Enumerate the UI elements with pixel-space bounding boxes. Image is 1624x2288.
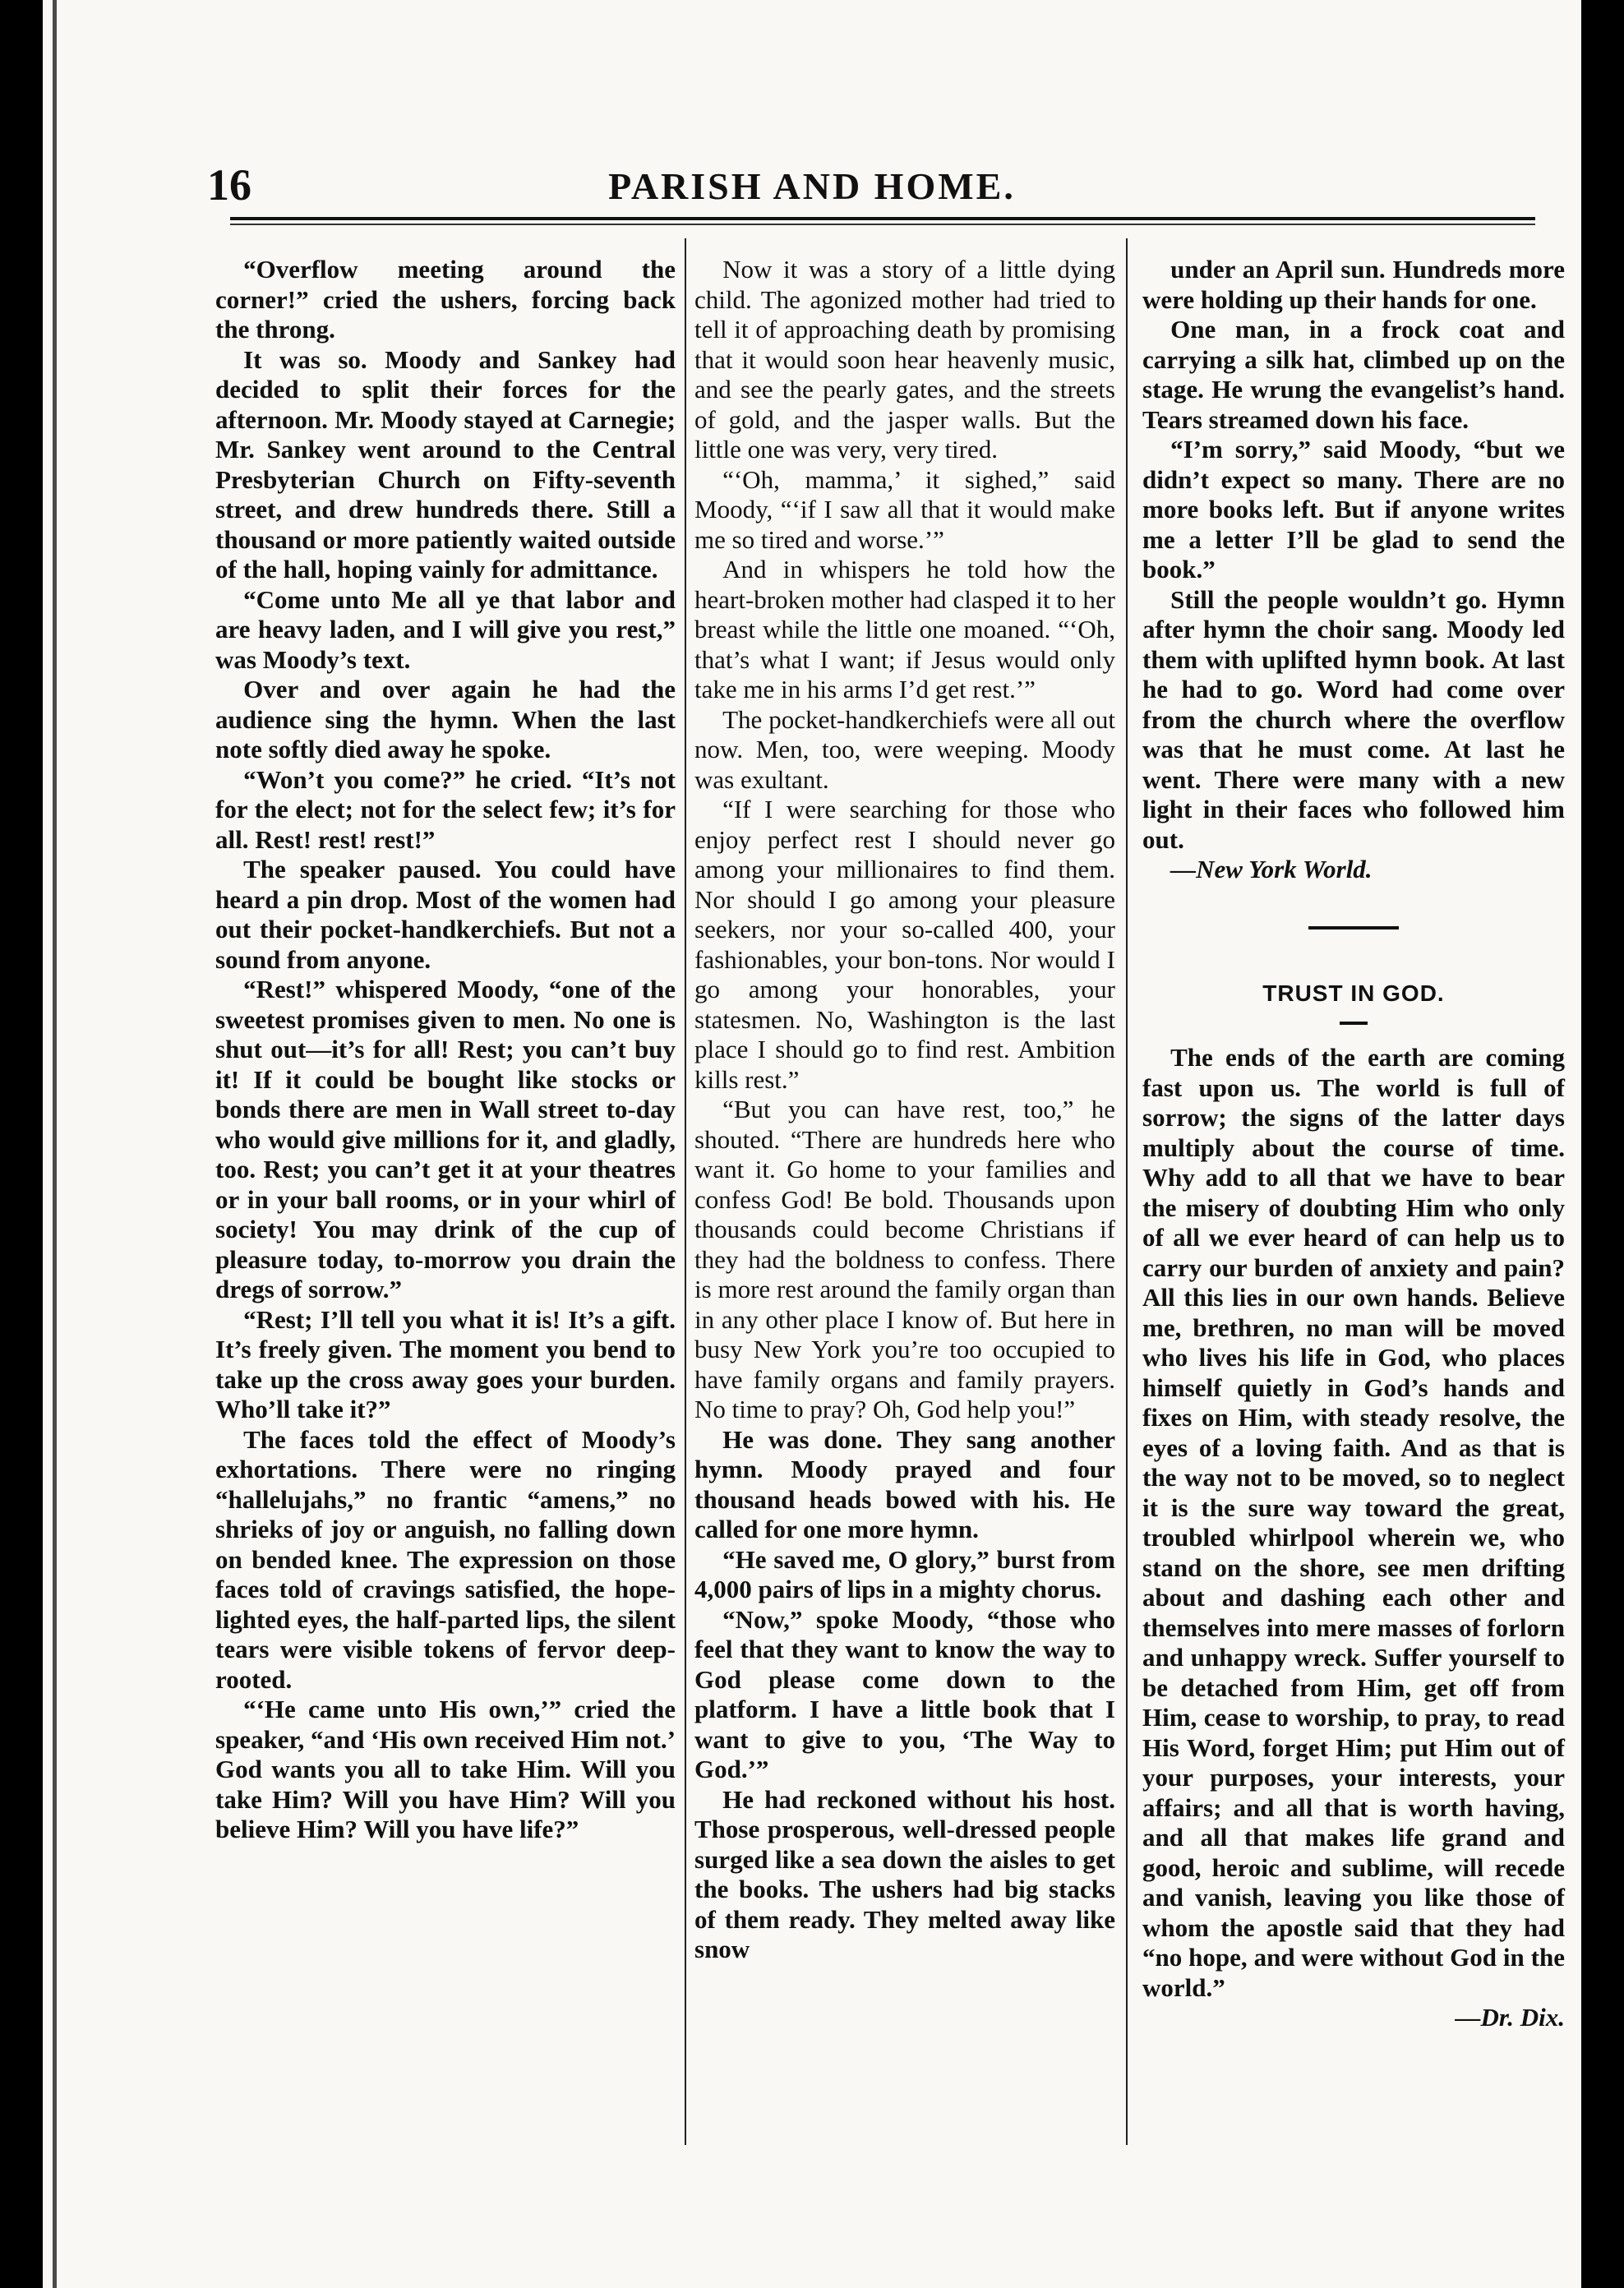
paragraph: “‘He came unto His own,’” cried the speaker, “and ‘His own received Him not.’ God wants you all to take Him. Will you take Him? Will you have Him? Will you believe Him? Will you have life?”: [215, 1695, 676, 1843]
paragraph: “He saved me, O glory,” burst from 4,000 pairs of lips in a mighty chorus.: [694, 1544, 1115, 1603]
binding-edge-line: [53, 0, 57, 2288]
paragraph: “Overflow meeting around the corner!” cried the ushers, forcing back the throng.: [215, 255, 676, 344]
paragraph: “Rest; I’ll tell you what it is! It’s a gift. It’s freely given. The moment you bend to take up the cross away goes your burden. Who’ll take it?”: [215, 1304, 676, 1423]
paragraph: “Won’t you come?” he cried. “It’s not for the elect; not for the select few; it’s for all. Rest! rest! rest!”: [215, 764, 676, 854]
paragraph: “If I were searching for those who enjoy perfect rest I should never go among your millionaires to find them. Nor should I go among your pleasure seekers, nor your so-called 400, your fashionables, your bon-tons. Nor would I go among your honorables, your statesmen. No, Washington is the last place I should go to find rest. Ambition kills rest.”: [694, 795, 1115, 1094]
paragraph: And in whispers he told how the heart-broken mother had clasped it to her breast while the little one moaned. “‘Oh, that’s what I want; if Jesus would only take me in his arms I’d get rest.’”: [694, 555, 1115, 703]
attribution: —Dr. Dix.: [1455, 2003, 1565, 2032]
paragraph: “‘Oh, mamma,’ it sighed,” said Moody, “‘if I saw all that it would make me so tired and worse.’”: [694, 464, 1115, 554]
column-divider: [1126, 238, 1128, 2145]
paragraph: He was done. They sang another hymn. Moody prayed and four thousand heads bowed with his. He called for one more hymn.: [694, 1424, 1115, 1543]
column-2: [694, 255, 1115, 1965]
page: [43, 0, 1581, 2288]
section-separator-rule: [1308, 926, 1399, 930]
header-rule: [230, 217, 1535, 220]
header-rule-thin: [230, 224, 1535, 225]
column-3: [1142, 255, 1565, 2033]
paragraph: It was so. Moody and Sankey had decided to split their forces for the afternoon. Mr. Moody stayed at Carnegie; Mr. Sankey went around to the Central Presbyterian Church on Fifty-seventh street, and drew hundreds there. Still a thousand or more patiently waited outside of the hall, hoping vainly for admittance.: [215, 344, 676, 584]
section-heading: TRUST IN GOD.: [1262, 980, 1445, 1006]
running-head-title: PARISH AND HOME.: [608, 165, 1016, 207]
paragraph: One man, in a frock coat and carrying a silk hat, climbed up on the stage. He wrung the evangelist’s hand. Tears streamed down his face.: [1142, 315, 1565, 434]
paragraph: The speaker paused. You could have heard a pin drop. Most of the women had out their pocket-handkerchiefs. But not a sound from anyone.: [215, 855, 676, 974]
paragraph: The ends of the earth are coming fast upon us. The world is full of sorrow; the signs of the latter days multiply about the course of time. Why add to all that we have to bear the misery of doubting Him who only of all we ever heard of can help us to carry our burden of anxiety and pain? All this lies in our own hands. Believe me, brethren, no man will be moved who lives his life in God, who places himself quietly in God’s hands and fixes on Him, with steady resolve, the eyes of a loving faith. And as that is the way not to be moved, so to neglect it is the sure way toward the great, troubled whirlpool wherein we, who stand on the shore, see men drifting about and dashing each other and themselves into mere masses of forlorn and unhappy wreck. Suffer yourself to be detached from Him, get off from Him, cease to worship, to pray, to read His Word, forget Him; put Him out of your purposes, your interests, your affairs; and all that is worth having, and all that makes life grand and good, heroic and sublime, will recede and vanish, leaving you like those of whom the apostle said that they had “no hope, and were without God in the world.”: [1142, 1043, 1565, 2002]
paragraph: Over and over again he had the audience sing the hymn. When the last note softly died away he spoke.: [215, 675, 676, 763]
column-divider: [685, 238, 686, 2145]
paragraph: Still the people wouldn’t go. Hymn after hymn the choir sang. Moody led them with uplifted hymn book. At last he had to go. Word had come over from the church where the overflow was that he must come. At last he went. There were many with a new light in their faces who followed him out.: [1142, 584, 1565, 854]
paragraph: “Rest!” whispered Moody, “one of the sweetest promises given to men. No one is shut out—it’s for all! Rest; you can’t buy it! If it could be bought like stocks or bonds there are men in Wall street to-day who would give millions for it, and gladly, too. Rest; you can’t get it at your theatres or in your ball rooms, or in your whirl of society! You may drink of the cup of pleasure today, to-morrow you drain the dregs of sorrow.”: [215, 975, 676, 1303]
paragraph: He had reckoned without his host. Those prosperous, well-dressed people surged like a sea down the aisles to get the books. The ushers had big stacks of them ready. They melted away like snow: [694, 1784, 1115, 1963]
attribution: —New York World.: [1170, 855, 1373, 883]
paragraph: “Now,” spoke Moody, “those who feel that they want to know the way to God please come down to the platform. I have a little book that I want to give to you, ‘The Way to God.’”: [694, 1604, 1115, 1783]
paragraph: The pocket-handkerchiefs were all out now. Men, too, were weeping. Moody was exultant.: [694, 704, 1115, 794]
paragraph: under an April sun. Hundreds more were holding up their hands for one.: [1142, 255, 1565, 314]
paragraph: The faces told the effect of Moody’s exhortations. There were no ringing “hallelujahs,” no frantic “amens,” no shrieks of joy or anguish, no falling down on bended knee. The expression on those faces told of cravings satisfied, the hope-lighted eyes, the half-parted lips, the silent tears were visible tokens of fervor deep-rooted.: [215, 1424, 676, 1694]
paragraph: “I’m sorry,” said Moody, “but we didn’t expect so many. There are no more books left. But if anyone writes me a letter I’ll be glad to send the book.”: [1142, 435, 1565, 584]
page-number: 16: [207, 160, 251, 210]
paragraph: “Come unto Me all ye that labor and are heavy laden, and I will give you rest,” was Moody’s text.: [215, 584, 676, 674]
paragraph: “But you can have rest, too,” he shouted. “There are hundreds here who want it. Go home to your families and confess God! Be bold. Thousands upon thousands could become Christians if they had the boldness to confess. There is more rest around the family organ than in any other place I know of. But here in busy New York you’re too occupied to have family organs and family prayers. No time to pray? Oh, God help you!”: [694, 1095, 1115, 1423]
paragraph: Now it was a story of a little dying child. The agonized mother had tried to tell it of approaching death by promising that it would soon hear heavenly music, and see the pearly gates, and the streets of gold, and the jasper walls. But the little one was very, very tired.: [694, 255, 1115, 464]
column-1: [215, 255, 676, 1845]
heading-dash-rule: [1340, 1022, 1368, 1025]
